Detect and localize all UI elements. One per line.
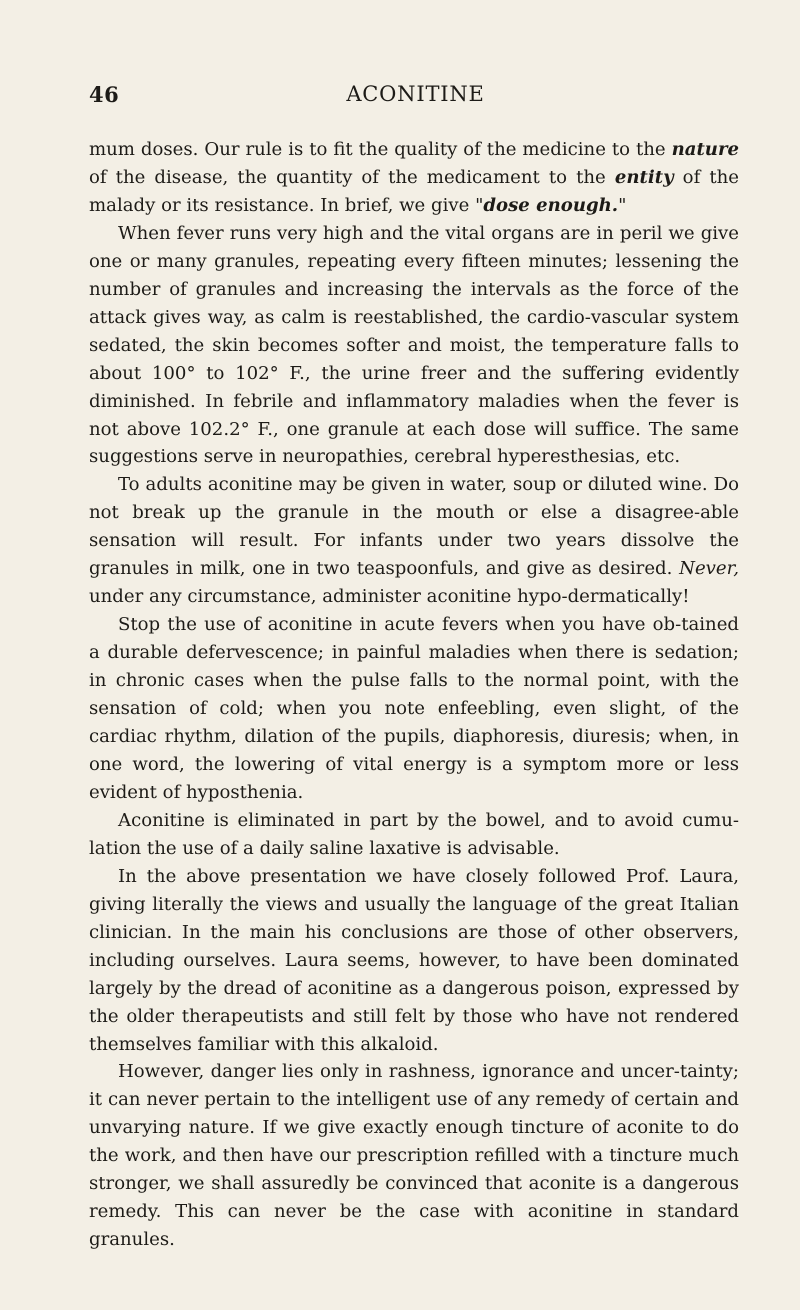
paragraph: When fever runs very high and the vital organs are in peril we give one or many granules, repeating every fifteen minutes; lessening the number of granules and increasing the intervals as the force of the attack gives way, as calm is reestablished, the cardio-vascular system sedated, the skin becomes softer and moist, the temperature falls to about 100° to 102° F., the urine freer and the suffering evidently diminished. In febrile and inflammatory maladies when the fever is not above 102.2° F., one granule at each dose will suffice. The same suggestions serve in neuropathies, cerebral hyperesthesias, etc. [89,222,739,468]
emphasis: entity [614,166,674,188]
page-number: 46 [89,82,120,107]
emphasis: Never, [679,558,739,580]
running-title: ACONITINE [346,82,485,106]
emphasis: dose enough. [483,194,619,216]
paragraph: To adults aconitine may be given in water, soup or diluted wine. Do not break up the granule in the mouth or else a disagree-able sensation will result. For infants under two years dissolve the granules in milk, one in two teaspoonfuls, and give as desired. Never, under any circumstance, administer aconitine hypo-dermatically! [89,474,739,608]
paragraph: Stop the use of aconitine in acute fevers when you have ob-tained a durable defervescence; in painful maladies when there is sedation; in chronic cases when the pulse falls to the normal point, with the sensation of cold; when you note enfeebling, even slight, of the cardiac rhythm, dilation of the pupils, diaphoresis, diuresis; when, in one word, the lowering of vital energy is a symptom more or less evident of hyposthenia. [89,614,739,803]
body-text [89,136,739,1254]
running-head [89,82,742,116]
paragraph: mum doses. Our rule is to fit the quality of the medicine to the nature of the disease, the quantity of the medicament to the entity of the malady or its resistance. In brief, we give "dose enough." [89,139,739,216]
emphasis: nature [671,139,739,160]
paragraph: In the above presentation we have closely followed Prof. Laura, giving literally the views and usually the language of the great Italian clinician. In the main his conclusions are those of other observers, including ourselves. Laura seems, however, to have been dominated largely by the dread of aconitine as a dangerous poison, expressed by the older therapeutists and still felt by those who have not rendered themselves familiar with this alkaloid. [89,865,739,1055]
paragraph: However, danger lies only in rashness, ignorance and uncer-tainty; it can never pertain to the intelligent use of any remedy of certain and unvarying nature. If we give exactly enough tincture of aconite to do the work, and then have our prescription refilled with a tincture much stronger, we shall assuredly be convinced that aconite is a dangerous remedy. This can never be the case with aconitine in standard granules. [89,1061,739,1251]
paragraph: Aconitine is eliminated in part by the bowel, and to avoid cumu-lation the use of a daily saline laxative is advisable. [89,809,739,859]
